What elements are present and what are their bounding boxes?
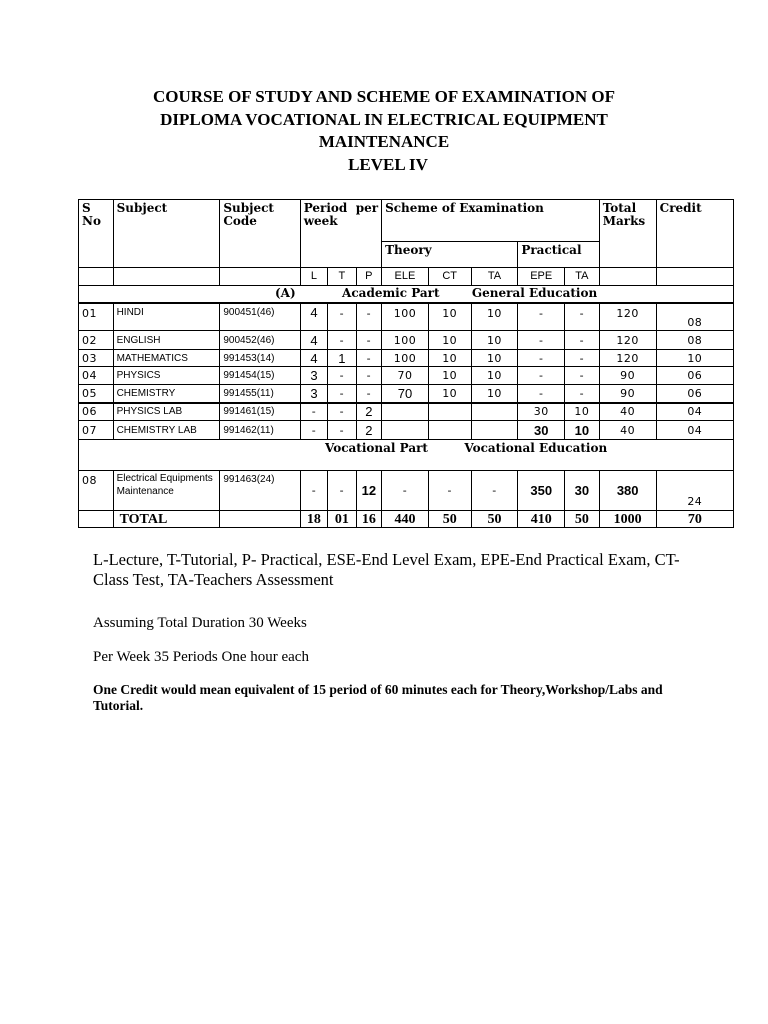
row-sno: 03 <box>79 350 114 367</box>
header-period: Period per week <box>300 200 381 268</box>
credit-note: One Credit would mean equivalent of 15 period of 60 minutes each for Theory,Workshop/Labs and Tutorial. <box>93 682 663 713</box>
row-sno: 08 <box>79 471 114 511</box>
section-b-part: Vocational Part <box>325 441 428 455</box>
row-code: 900451(46) <box>220 303 300 331</box>
row-l: - <box>300 403 327 421</box>
row-epe: 30 <box>518 403 565 421</box>
row-credit: 08 <box>656 331 733 350</box>
title-line-4: LEVEL IV <box>348 154 428 174</box>
row-subject: HINDI <box>113 303 220 331</box>
total-ele: 440 <box>382 511 429 528</box>
row-ele: 100 <box>382 303 429 331</box>
title-line-3: MAINTENANCE <box>318 132 450 151</box>
row-code: 991463(24) <box>220 471 300 511</box>
empty-cell <box>220 511 300 528</box>
row-credit: 06 <box>656 385 733 403</box>
row-l: 3 <box>300 367 327 385</box>
row-t: - <box>328 331 356 350</box>
table-row <box>79 421 734 440</box>
row-ct: 10 <box>428 385 471 403</box>
row-ele <box>382 403 429 421</box>
row-p: - <box>356 331 381 350</box>
total-ta-practical: 50 <box>565 511 600 528</box>
periods-text: Per Week 35 Periods One hour each <box>93 649 309 665</box>
row-total: 380 <box>599 471 656 511</box>
row-t: 1 <box>328 350 356 367</box>
row-subject: MATHEMATICS <box>113 350 220 367</box>
row-sno: 02 <box>79 331 114 350</box>
row-total: 120 <box>599 303 656 331</box>
row-total: 120 <box>599 350 656 367</box>
row-l: 4 <box>300 350 327 367</box>
row-t: - <box>328 403 356 421</box>
row-ta: 10 <box>471 331 518 350</box>
row-p: - <box>356 350 381 367</box>
row-l: 4 <box>300 331 327 350</box>
row-ta-practical: 10 <box>565 403 600 421</box>
row-sno: 06 <box>79 403 114 421</box>
table-row <box>79 385 734 403</box>
table-row <box>79 403 734 421</box>
empty-cell <box>79 511 114 528</box>
header-t: T <box>328 268 356 286</box>
row-ta: 10 <box>471 385 518 403</box>
row-total: 90 <box>599 367 656 385</box>
header-scheme: Scheme of Examination <box>382 200 600 242</box>
row-ta: 10 <box>471 350 518 367</box>
row-ta-practical: 30 <box>565 471 600 511</box>
row-code: 991454(15) <box>220 367 300 385</box>
row-ta-practical: - <box>565 350 600 367</box>
row-code: 991462(11) <box>220 421 300 440</box>
row-ta <box>471 403 518 421</box>
row-code: 991455(11) <box>220 385 300 403</box>
row-credit: 06 <box>656 367 733 385</box>
header-epe: EPE <box>518 268 565 286</box>
section-a-label: (A) <box>275 286 296 301</box>
header-ta-practical: TA <box>565 268 600 286</box>
scheme-table <box>78 199 734 528</box>
total-label: TOTAL <box>113 511 220 528</box>
table-row <box>79 350 734 367</box>
row-ta-practical: - <box>565 331 600 350</box>
table-row <box>79 471 734 511</box>
row-p: - <box>356 367 381 385</box>
row-t: - <box>328 471 356 511</box>
header-l: L <box>300 268 327 286</box>
row-epe: 30 <box>518 421 565 440</box>
header-total-marks: Total Marks <box>599 200 656 268</box>
section-a-edu: General Education <box>471 286 598 301</box>
row-t: - <box>328 303 356 331</box>
header-ele: ELE <box>382 268 429 286</box>
row-t: - <box>328 367 356 385</box>
row-p: - <box>356 385 381 403</box>
table-row <box>79 367 734 385</box>
row-subject: ENGLISH <box>113 331 220 350</box>
row-ele: 100 <box>382 350 429 367</box>
row-p: 12 <box>356 471 381 511</box>
section-a-header <box>79 286 734 303</box>
row-sno: 04 <box>79 367 114 385</box>
total-ct: 50 <box>428 511 471 528</box>
row-credit: 08 <box>656 303 733 331</box>
empty-cell <box>113 268 220 286</box>
row-epe: - <box>518 385 565 403</box>
row-subject: CHEMISTRY <box>113 385 220 403</box>
row-ct: 10 <box>428 303 471 331</box>
row-ele: 70 <box>382 367 429 385</box>
header-ta: TA <box>471 268 518 286</box>
total-ta: 50 <box>471 511 518 528</box>
row-ct: - <box>428 471 471 511</box>
header-sno: S No <box>79 200 114 268</box>
row-sno: 05 <box>79 385 114 403</box>
row-t: - <box>328 421 356 440</box>
row-code: 991453(14) <box>220 350 300 367</box>
row-l: 4 <box>300 303 327 331</box>
row-p: 2 <box>356 421 381 440</box>
row-t: - <box>328 385 356 403</box>
header-p: P <box>356 268 381 286</box>
row-p: - <box>356 303 381 331</box>
row-code: 991461(15) <box>220 403 300 421</box>
row-credit: 24 <box>656 471 733 511</box>
row-epe: - <box>518 367 565 385</box>
row-ct <box>428 403 471 421</box>
empty-cell <box>79 268 114 286</box>
section-b-edu: Vocational Education <box>464 441 608 455</box>
abbreviation-legend: L-Lecture, T-Tutorial, P- Practical, ESE-End Level Exam, EPE-End Practical Exam, CT-Class Test, TA-Teachers Assessment <box>93 550 680 589</box>
section-a-part: Academic Part <box>342 286 440 301</box>
document-title <box>0 86 768 176</box>
empty-cell <box>656 268 733 286</box>
total-epe: 410 <box>518 511 565 528</box>
row-ta: 10 <box>471 367 518 385</box>
table-row <box>79 331 734 350</box>
row-sno: 07 <box>79 421 114 440</box>
header-theory: Theory <box>382 242 518 268</box>
row-l: - <box>300 421 327 440</box>
row-credit: 04 <box>656 421 733 440</box>
header-practical: Practical <box>518 242 599 268</box>
title-line-1: COURSE OF STUDY AND SCHEME OF EXAMINATION OF <box>152 87 616 106</box>
row-ta <box>471 421 518 440</box>
row-sno: 01 <box>79 303 114 331</box>
row-epe: 350 <box>518 471 565 511</box>
row-epe: - <box>518 303 565 331</box>
row-ele: 70 <box>382 385 429 403</box>
header-ct: CT <box>428 268 471 286</box>
row-epe: - <box>518 331 565 350</box>
row-ct: 10 <box>428 350 471 367</box>
row-subject: PHYSICS LAB <box>113 403 220 421</box>
empty-cell <box>220 268 300 286</box>
row-ta-practical: - <box>565 385 600 403</box>
row-total: 120 <box>599 331 656 350</box>
row-epe: - <box>518 350 565 367</box>
total-row <box>79 511 734 528</box>
row-subject: Electrical Equipments Maintenance <box>113 471 220 511</box>
row-ct <box>428 421 471 440</box>
section-b-header <box>79 440 734 471</box>
row-subject: PHYSICS <box>113 367 220 385</box>
total-p: 16 <box>356 511 381 528</box>
table-row <box>79 303 734 331</box>
row-credit: 04 <box>656 403 733 421</box>
row-ta: - <box>471 471 518 511</box>
total-l: 18 <box>300 511 327 528</box>
row-total: 40 <box>599 403 656 421</box>
row-ta-practical: - <box>565 303 600 331</box>
row-ta: 10 <box>471 303 518 331</box>
total-t: 01 <box>328 511 356 528</box>
duration-text: Assuming Total Duration 30 Weeks <box>93 615 307 631</box>
row-p: 2 <box>356 403 381 421</box>
title-line-2: DIPLOMA VOCATIONAL IN ELECTRICAL EQUIPMENT <box>160 109 608 129</box>
row-total: 90 <box>599 385 656 403</box>
row-ele: 100 <box>382 331 429 350</box>
row-ct: 10 <box>428 331 471 350</box>
row-total: 40 <box>599 421 656 440</box>
row-ta-practical: 10 <box>565 421 600 440</box>
empty-cell <box>599 268 656 286</box>
header-subject-code: Subject Code <box>220 200 300 268</box>
row-ct: 10 <box>428 367 471 385</box>
total-credit: 70 <box>656 511 733 528</box>
row-ta-practical: - <box>565 367 600 385</box>
row-l: - <box>300 471 327 511</box>
header-credit: Credit <box>656 200 733 268</box>
total-marks: 1000 <box>599 511 656 528</box>
row-credit: 10 <box>656 350 733 367</box>
row-code: 900452(46) <box>220 331 300 350</box>
header-subject: Subject <box>113 200 220 268</box>
row-subject: CHEMISTRY LAB <box>113 421 220 440</box>
row-l: 3 <box>300 385 327 403</box>
row-ele <box>382 421 429 440</box>
row-ele: - <box>382 471 429 511</box>
